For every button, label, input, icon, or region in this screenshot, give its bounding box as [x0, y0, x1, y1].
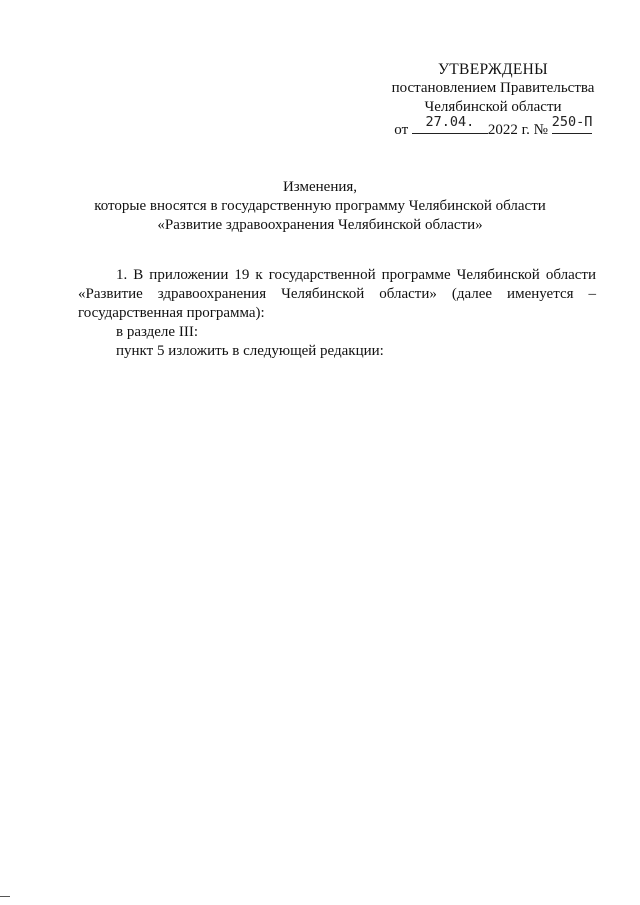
title-line-program-name: «Развитие здравоохранения Челябинской области»	[157, 217, 483, 233]
body-paragraph-3: пункт 5 изложить в следующей редакции:	[116, 343, 384, 359]
document-body	[78, 266, 596, 361]
page-edge-mark	[0, 896, 10, 897]
approval-date-line	[368, 114, 618, 140]
approval-heading: УТВЕРЖДЕНЫ	[438, 61, 548, 78]
date-blank	[412, 114, 488, 134]
body-paragraph-1: 1. В приложении 19 к государственной программе Челябинской области «Развитие здравоохранения Челябинской области» (далее именуется – государственная программа):	[78, 267, 596, 321]
approval-stamp-block	[368, 60, 618, 140]
title-line-changes: Изменения,	[282, 179, 358, 195]
title-line-program: которые вносятся в государственную программу Челябинской области	[94, 198, 546, 214]
body-paragraph-2: в разделе III:	[116, 324, 198, 340]
handwritten-date: 27.04.	[425, 114, 475, 130]
date-prefix: от	[394, 122, 409, 138]
number-blank	[551, 114, 593, 134]
approval-line-resolution: постановлением Правительства	[391, 80, 595, 96]
handwritten-number: 250-П	[551, 114, 593, 130]
approval-line-region: Челябинской области	[424, 99, 562, 115]
document-title	[0, 178, 640, 235]
year-and-number-label: 2022 г. №	[487, 122, 548, 138]
